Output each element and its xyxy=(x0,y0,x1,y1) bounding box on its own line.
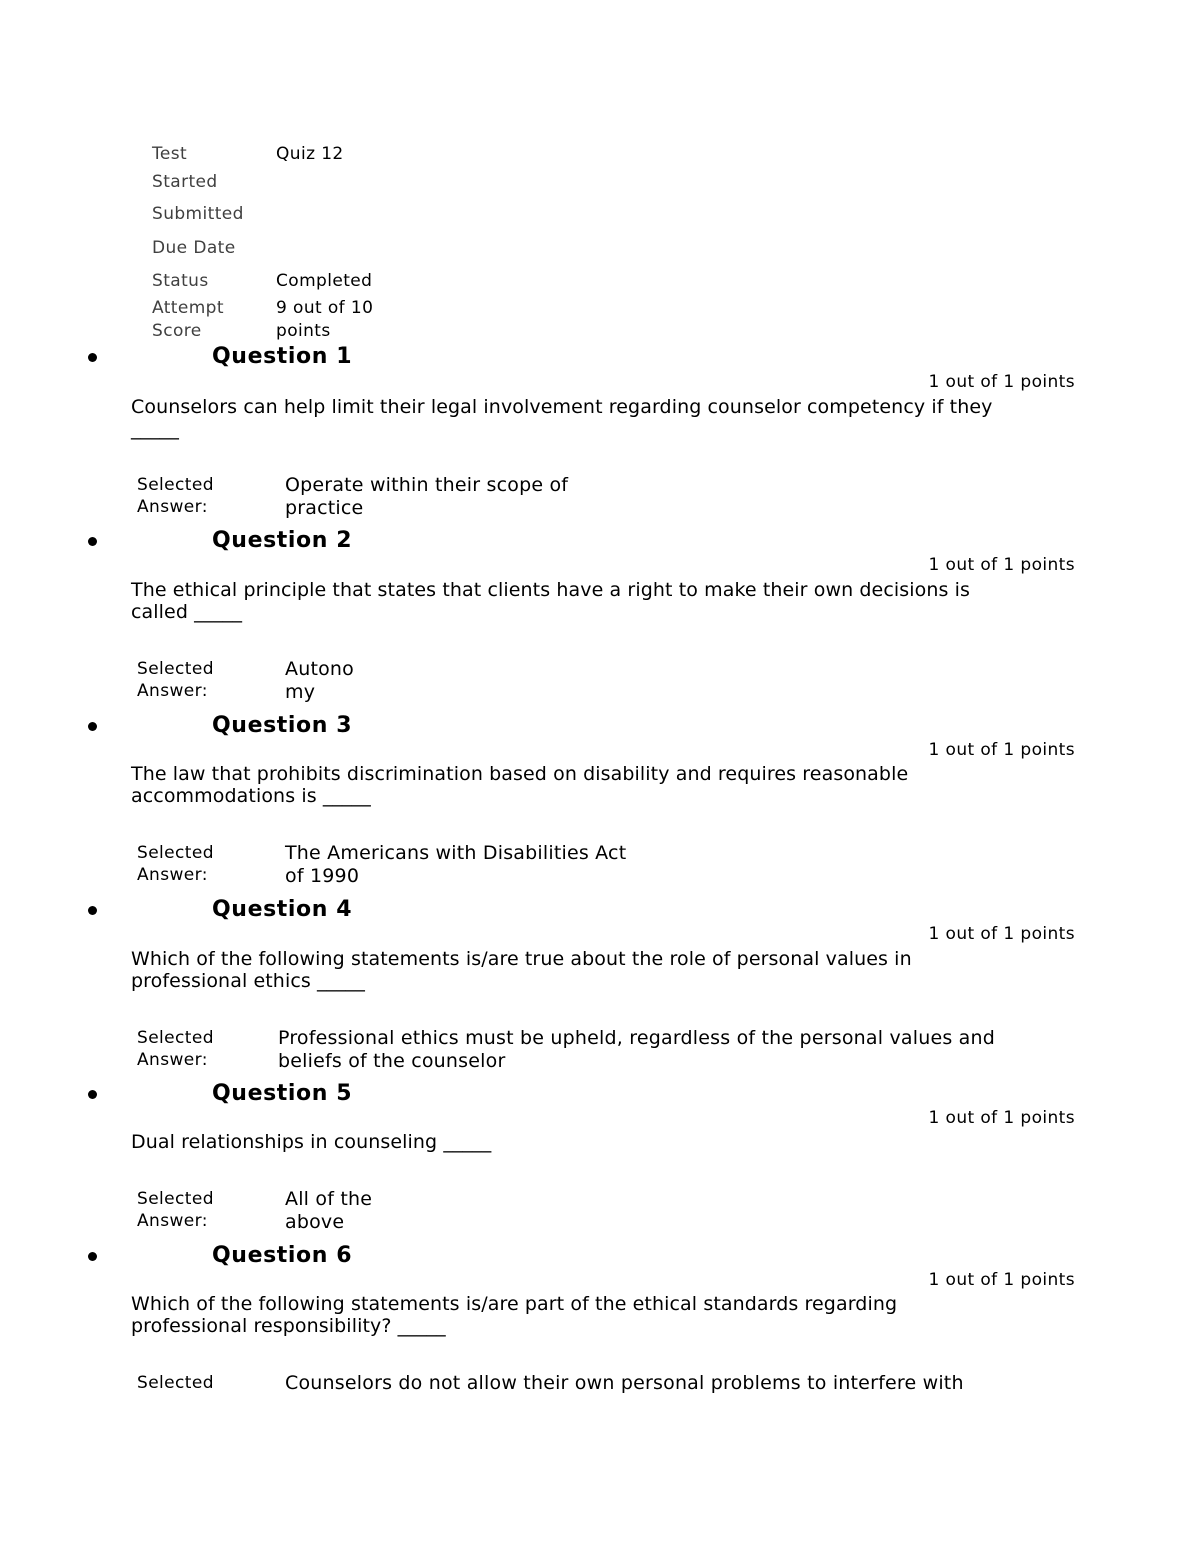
status-label: Status xyxy=(152,271,209,291)
question-title: Question 3 xyxy=(212,713,353,738)
attempt-label: Attempt xyxy=(152,298,224,318)
question-text: The law that prohibits discrimination based on disability and requires reasonable accommodations is _____ xyxy=(131,763,909,807)
question-points: 1 out of 1 points xyxy=(928,1108,1075,1128)
question-points: 1 out of 1 points xyxy=(928,555,1075,575)
selected-answer-label: Selected Answer: xyxy=(137,475,214,517)
question-text: The ethical principle that states that clients have a right to make their own decisions is called _____ xyxy=(131,579,971,623)
selected-answer: The Americans with Disabilities Act of 1990 xyxy=(285,842,627,887)
bullet-icon xyxy=(88,906,97,915)
selected-answer: Autono my xyxy=(285,658,354,703)
status-value: Completed xyxy=(276,271,373,291)
bullet-icon xyxy=(88,722,97,731)
bullet-icon xyxy=(88,353,97,362)
started-label: Started xyxy=(152,172,218,192)
bullet-icon xyxy=(88,1090,97,1099)
attempt-score-value: 9 out of 10 xyxy=(276,298,374,318)
selected-answer: Operate within their scope of practice xyxy=(285,474,569,519)
submitted-label: Submitted xyxy=(152,204,244,224)
attempt-score-unit: points xyxy=(276,321,331,341)
question-title: Question 1 xyxy=(212,344,353,369)
selected-answer: Professional ethics must be upheld, regardless of the personal values and beliefs of the counselor xyxy=(278,1027,996,1072)
question-text: Counselors can help limit their legal involvement regarding counselor competency if they _____ xyxy=(131,396,993,440)
test-name: Quiz 12 xyxy=(276,144,344,164)
question-title: Question 6 xyxy=(212,1243,353,1268)
question-title: Question 2 xyxy=(212,528,353,553)
question-points: 1 out of 1 points xyxy=(928,372,1075,392)
question-points: 1 out of 1 points xyxy=(928,1270,1075,1290)
score-label: Score xyxy=(152,321,202,341)
due-date-label: Due Date xyxy=(152,238,236,258)
selected-answer-label: Selected Answer: xyxy=(137,1028,214,1070)
question-points: 1 out of 1 points xyxy=(928,740,1075,760)
question-text: Dual relationships in counseling _____ xyxy=(131,1131,492,1153)
selected-answer-label: Selected Answer: xyxy=(137,1189,214,1231)
selected-answer: Counselors do not allow their own personal problems to interfere with xyxy=(285,1372,964,1394)
selected-answer-label: Selected Answer: xyxy=(137,659,214,701)
selected-answer: All of the above xyxy=(285,1188,373,1233)
question-title: Question 5 xyxy=(212,1081,353,1106)
test-label: Test xyxy=(152,144,188,164)
question-points: 1 out of 1 points xyxy=(928,924,1075,944)
question-title: Question 4 xyxy=(212,897,353,922)
question-text: Which of the following statements is/are part of the ethical standards regarding professional responsibility? _____ xyxy=(131,1293,898,1337)
selected-answer-label: Selected Answer: xyxy=(137,843,214,885)
selected-answer-label: Selected xyxy=(137,1373,214,1393)
bullet-icon xyxy=(88,537,97,546)
bullet-icon xyxy=(88,1252,97,1261)
question-text: Which of the following statements is/are true about the role of personal values in professional ethics _____ xyxy=(131,948,912,992)
